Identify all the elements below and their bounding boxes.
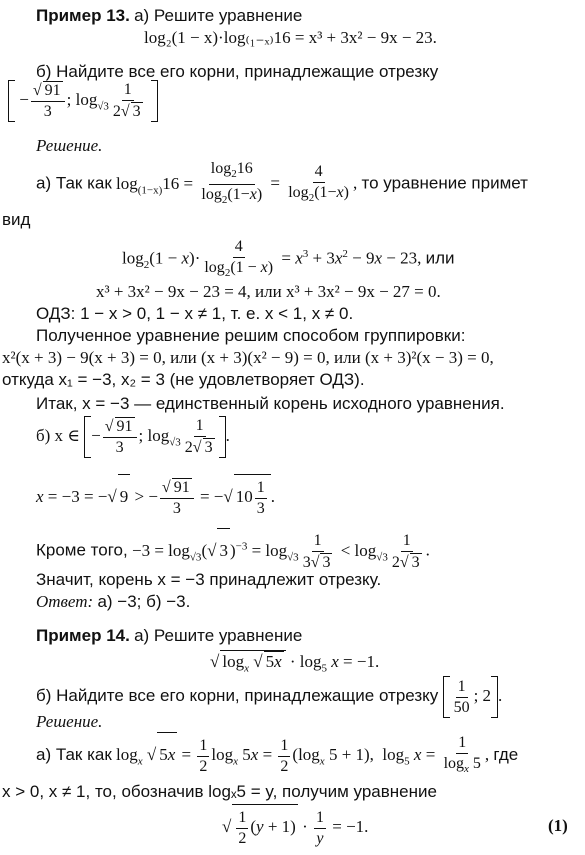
equation-number: (1)	[548, 816, 568, 835]
answer-label: Ответ:	[36, 592, 94, 611]
right-bracket	[151, 80, 158, 122]
example-14-task-a: а) Решите уравнение	[134, 626, 303, 645]
grouping-line: Полученное уравнение решим способом группировки:	[36, 326, 466, 345]
solution-label-13: Решение.	[36, 136, 103, 155]
fraction-1-2sqrt3: $\frac{1}{2√ 3}$	[112, 81, 141, 121]
factor-line: x²(x + 3) − 9(x + 3) = 0, или (x + 3)(x² − 9) = 0, или (x + 3)²(x − 3) = 0,	[2, 348, 494, 367]
example-13-task-a: а) Решите уравнение	[134, 6, 303, 25]
example-14-sol-a: а) Так как $\log_x$ √ 5x = $\frac{1}{2}$ $\log_x 5x$ = $\frac{1}{2}$ ($\log_x$ 5 + 1), $\log_5 x$ = $\frac{1}{\log_x 5}$ , где	[36, 734, 519, 776]
unique-root-line: Итак, x = −3 — единственный корень исходного уравнения.	[36, 394, 505, 413]
example-13-title: Пример 13.	[36, 6, 130, 25]
moreover-line: Кроме того, $-3 = \log_{√3}(√$ 3 )$^{-3} = \log_{√3}$ $\frac{1}{3√ 3}$ < $\log_{√3}$ $\frac{1}{2√ 3}$ .	[36, 524, 430, 579]
example-14-title: Пример 14.	[36, 626, 130, 645]
example-14-equation: √ $\log_x$ √ $5x \cdot \log_5 x = -1$.	[210, 650, 379, 678]
example-14-task-b: б) Найдите все его корни, принадлежащие отрезку $\frac{1}{50}$ ; 2 .	[36, 676, 502, 718]
example-13-segment: − $\frac{√ 91}{3}$ ; $\log_{√3}$ $\frac{1}{2√ 3}$	[8, 80, 158, 126]
left-bracket	[8, 80, 15, 122]
vid-word: вид	[2, 210, 31, 229]
answer-text: а) −3; б) −3.	[97, 592, 191, 611]
example-13-heading	[36, 6, 302, 26]
compare-line: x = −3 = −√ 9 > − $\frac{√ 91}{3}$ = −√ 10 $\frac{1}{3}$ .	[36, 474, 275, 519]
answer-line	[36, 592, 190, 612]
odz-line: ОДЗ: 1 − x > 0, 1 − x ≠ 1, т. е. x < 1, x ≠ 0.	[36, 304, 354, 323]
condition-line: x > 0, x ≠ 1, то, обозначив logₓ5 = y, получим уравнение	[2, 782, 437, 801]
fraction-neg-sqrt91: $\frac{√ 91}{3}$	[31, 81, 65, 121]
eq-cubic: x³ + 3x² − 9x − 23 = 4, или x³ + 3x² − 9x − 27 = 0.	[96, 282, 441, 301]
sol-b-line: б) x ∈ − $\frac{√ 91}{3}$ ; $\log_{√3}$ $\frac{1}{2√ 3}$ .	[36, 417, 230, 457]
conclusion-line: Значит, корень x = −3 принадлежит отрезку.	[36, 570, 382, 589]
equation-1: √ $\frac{1}{2}$ (y + 1) · $\frac{1}{y}$ = −1.	[222, 804, 368, 849]
example-14-heading	[36, 626, 302, 646]
example-13-task-b: б) Найдите все его корни, принадлежащие отрезку	[36, 62, 439, 81]
roots-line: откуда x₁ = −3, x₂ = 3 (не удовлетворяет ОДЗ).	[2, 370, 365, 389]
sol-a-line: а) Так как $\log_{(1-x)}16$ = $\frac{\log_216}{\log_2(1-x)}$ = $\frac{4}{\log_2(1-x)}$ , то уравнение примет	[36, 160, 528, 207]
example-13-equation: log₂(1 − x)·log₍₁₋ₓ₎16 = x³ + 3x² − 9x − 23.	[144, 28, 437, 47]
eq-transformed: $\log_2(1 - x)\cdot$ $\frac{4}{\log_2(1 - x)}$ = $x^3 + 3x^2 - 9x - 23$, или	[122, 237, 455, 279]
solution-label-14: Решение.	[36, 712, 103, 731]
